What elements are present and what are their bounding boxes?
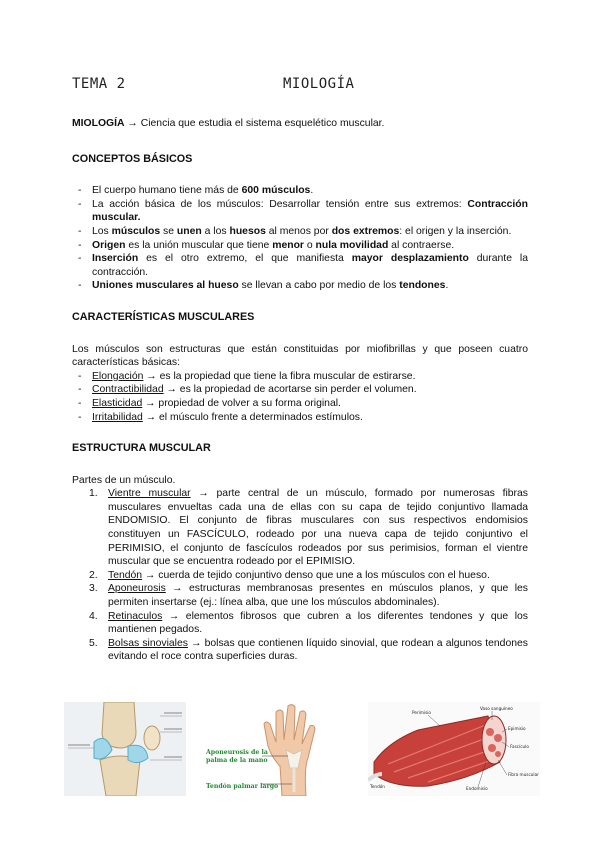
intro-definition	[72, 117, 528, 131]
intro-term: MIOLOGÍA	[72, 118, 125, 129]
header-topic: TEMA 2	[72, 76, 126, 92]
list-item: - Inserción es el otro extremo, el que manifiesta mayor desplazamiento durante la contracción.	[72, 252, 528, 279]
hand-label-1: Aponeurosis de la	[206, 749, 268, 756]
label-endomisio: Endomisio	[466, 786, 488, 791]
intro-text: → Ciencia que estudia el sistema esquelético muscular.	[124, 118, 385, 129]
conceptos-list	[72, 184, 528, 293]
knee-joint-illustration	[64, 702, 186, 796]
list-item: 2. Tendón → cuerda de tejido conjuntivo denso que une a los músculos con el hueso.	[89, 569, 490, 581]
label-fibra: Fibra muscular	[508, 772, 539, 777]
list-item: 5. Bolsas sinoviales → bolsas que contienen líquido sinovial, que rodean a algunos tendones evitando el roce contra superficies duras.	[89, 637, 528, 663]
list-item: - Uniones musculares al hueso se llevan a cabo por medio de los tendones.	[72, 279, 528, 293]
label-tendon: Tendón	[370, 784, 385, 789]
label-perimisio: Perimisio	[412, 710, 431, 715]
list-item: - La acción básica de los músculos: Desarrollar tensión entre sus extremos: Contracción muscular.	[72, 198, 528, 225]
list-item: - Elasticidad → propiedad de volver a su forma original.	[72, 397, 528, 411]
list-item: - Contractibilidad → es la propiedad de acortarse sin perder el volumen.	[72, 383, 528, 397]
hand-label-2: palma de la mano	[206, 757, 268, 764]
hand-label-3: Tendón palmar largo	[206, 783, 279, 790]
section-title-caracteristicas: CARACTERÍSTICAS MUSCULARES	[72, 310, 255, 323]
list-item: - Elongación → es la propiedad que tiene la fibra muscular de estirarse.	[72, 370, 528, 384]
palmar-aponeurosis-figure	[202, 702, 350, 796]
header-title: MIOLOGÍA	[283, 76, 355, 92]
estructura-intro: Partes de un músculo.	[72, 474, 176, 486]
list-item: - Los músculos se unen a los huesos al menos por dos extremos: el origen y la inserción.	[72, 225, 528, 239]
estructura-list	[72, 487, 528, 664]
muscle-structure-figure	[368, 702, 540, 796]
hand-illustration	[202, 702, 350, 796]
section-title-conceptos: CONCEPTOS BÁSICOS	[72, 152, 193, 165]
list-item: 3. Aponeurosis → estructuras membranosas presentes en músculos planos, y que les permiten insertarse (ej.: línea alba, que une los músculos abdominales).	[89, 583, 528, 609]
section-title-estructura: ESTRUCTURA MUSCULAR	[72, 442, 211, 455]
label-vaso: Vaso sanguíneo	[480, 706, 513, 711]
muscle-structure-illustration	[368, 702, 540, 796]
list-item: - El cuerpo humano tiene más de 600 músculos.	[72, 184, 528, 198]
label-fasciculo: Fascículo	[510, 744, 529, 749]
caracteristicas-intro: Los músculos son estructuras que están constituidas por miofibrillas y que poseen cuatro características básicas:	[72, 343, 528, 369]
list-item: - Irritabilidad → el músculo frente a determinados estímulos.	[72, 411, 528, 425]
list-item: - Origen es la unión muscular que tiene menor o nula movilidad al contraerse.	[72, 239, 528, 253]
knee-joint-figure	[64, 702, 186, 796]
list-item: 4. Retinaculos → elementos fibrosos que cubren a los diferentes tendones y que los mantienen pegados.	[89, 610, 528, 636]
caracteristicas-list	[72, 370, 528, 424]
label-epimisio: Epimisio	[508, 726, 526, 731]
list-item: 1. Vientre muscular → parte central de un músculo, formado por numerosas fibras musculares envueltas cada una de ellas con su capa de tejido conjuntivo llamada ENDOMISIO. El conjunto de fibras musculares con sus respectivos endomisios constituyen un FASCÍCULO, rodeado por una nueva capa de tejido conjuntivo el PERIMISIO, el conjunto de fascículos rodeados por sus perimisios, forman el vientre muscular que se encuentra rodeado por el EPIMISIO.	[89, 488, 528, 568]
document-body	[72, 117, 528, 664]
